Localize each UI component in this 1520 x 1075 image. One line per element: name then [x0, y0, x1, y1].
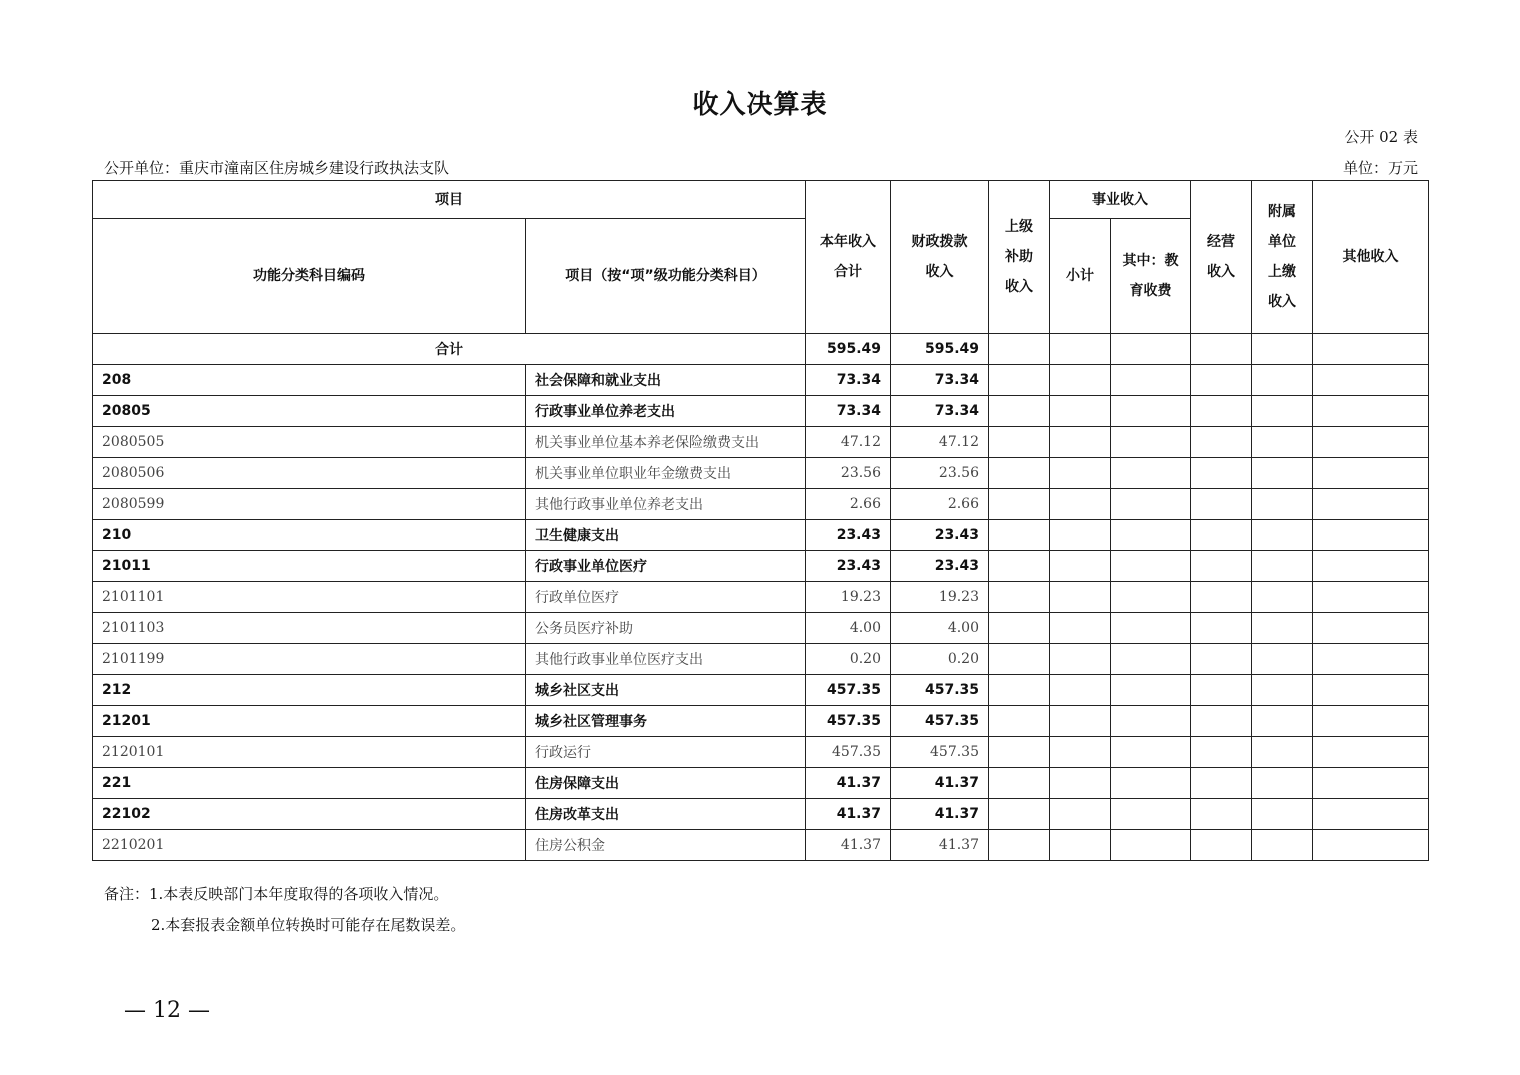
table-row [93, 582, 1429, 613]
code-cell: 22102 [93, 799, 526, 830]
table-row [93, 489, 1429, 520]
code-cell: 221 [93, 768, 526, 799]
empty-cell [1111, 675, 1191, 706]
code-cell: 20805 [93, 396, 526, 427]
total-cell: 23.56 [806, 458, 891, 489]
empty-cell [989, 706, 1050, 737]
empty-cell [1191, 799, 1252, 830]
fiscal-cell: 73.34 [891, 365, 989, 396]
empty-cell [1111, 582, 1191, 613]
table-row [93, 768, 1429, 799]
fiscal-cell: 41.37 [891, 768, 989, 799]
page-title: 收入决算表 [692, 90, 828, 120]
empty-cell [1313, 489, 1429, 520]
code-cell: 212 [93, 675, 526, 706]
empty-cell [1191, 737, 1252, 768]
empty-cell [1111, 489, 1191, 520]
header-operating [1191, 181, 1252, 334]
name-cell: 住房保障支出 [526, 768, 806, 799]
code-cell: 2101199 [93, 644, 526, 675]
code-cell: 21201 [93, 706, 526, 737]
header-education [1111, 219, 1191, 334]
header-fiscal-label: 财政拨款收入 [911, 234, 968, 280]
code-cell: 210 [93, 520, 526, 551]
empty-cell [1191, 396, 1252, 427]
name-cell: 行政单位医疗 [526, 582, 806, 613]
table-row [93, 520, 1429, 551]
empty-cell [1050, 799, 1111, 830]
empty-cell [1191, 551, 1252, 582]
empty-cell [1313, 706, 1429, 737]
name-cell: 行政运行 [526, 737, 806, 768]
empty-cell [1252, 427, 1313, 458]
empty-cell [1050, 365, 1111, 396]
empty-cell [1252, 489, 1313, 520]
empty-cell [1252, 396, 1313, 427]
header-total [806, 181, 891, 334]
table-row [93, 396, 1429, 427]
empty-cell [1191, 830, 1252, 861]
name-cell: 公务员医疗补助 [526, 613, 806, 644]
empty-cell [1252, 737, 1313, 768]
table-row [93, 644, 1429, 675]
total-cell: 4.00 [806, 613, 891, 644]
empty-cell [1050, 582, 1111, 613]
header-name: 项目（按“项”级功能分类科目） [526, 219, 806, 334]
notes [104, 879, 465, 941]
empty-cell [989, 458, 1050, 489]
empty-cell [1252, 520, 1313, 551]
table-row [93, 365, 1429, 396]
empty-cell [1111, 458, 1191, 489]
table-header [93, 181, 1429, 334]
name-cell: 行政事业单位养老支出 [526, 396, 806, 427]
name-cell: 城乡社区管理事务 [526, 706, 806, 737]
header-other: 其他收入 [1313, 181, 1429, 334]
empty-cell [1111, 799, 1191, 830]
empty-cell [1111, 737, 1191, 768]
empty-cell [1111, 768, 1191, 799]
name-cell: 卫生健康支出 [526, 520, 806, 551]
empty-cell [1252, 365, 1313, 396]
fiscal-cell: 23.56 [891, 458, 989, 489]
empty-cell [1313, 427, 1429, 458]
empty-cell [989, 768, 1050, 799]
table-row [93, 830, 1429, 861]
empty-cell [1191, 427, 1252, 458]
empty-cell [1313, 830, 1429, 861]
total-cell: 457.35 [806, 737, 891, 768]
empty-cell [1191, 458, 1252, 489]
empty-cell [1313, 644, 1429, 675]
empty-cell [1050, 489, 1111, 520]
name-cell: 其他行政事业单位养老支出 [526, 489, 806, 520]
empty-cell [1313, 365, 1429, 396]
page-number: — 12 — [124, 998, 210, 1023]
empty-cell [989, 613, 1050, 644]
header-affiliated-label: 附属单位上缴收入 [1268, 204, 1296, 310]
name-cell: 其他行政事业单位医疗支出 [526, 644, 806, 675]
empty-cell [1313, 675, 1429, 706]
empty-cell [989, 675, 1050, 706]
empty-cell [1050, 334, 1111, 365]
code-cell: 2101103 [93, 613, 526, 644]
total-cell: 457.35 [806, 675, 891, 706]
fiscal-cell: 41.37 [891, 799, 989, 830]
empty-cell [1050, 706, 1111, 737]
empty-cell [1050, 551, 1111, 582]
empty-cell [1191, 520, 1252, 551]
empty-cell [1313, 799, 1429, 830]
empty-cell [1111, 365, 1191, 396]
header-business: 事业收入 [1050, 181, 1191, 219]
fiscal-cell: 23.43 [891, 520, 989, 551]
empty-cell [989, 396, 1050, 427]
table-row [93, 551, 1429, 582]
empty-cell [1252, 334, 1313, 365]
empty-cell [1050, 396, 1111, 427]
empty-cell [989, 489, 1050, 520]
name-cell: 社会保障和就业支出 [526, 365, 806, 396]
total-cell: 23.43 [806, 520, 891, 551]
fiscal-cell: 47.12 [891, 427, 989, 458]
total-cell: 19.23 [806, 582, 891, 613]
header-subtotal: 小计 [1050, 219, 1111, 334]
empty-cell [989, 737, 1050, 768]
empty-cell [989, 830, 1050, 861]
currency-unit: 单位：万元 [1342, 159, 1418, 177]
empty-cell [1252, 613, 1313, 644]
empty-cell [1050, 830, 1111, 861]
header-total-label: 本年收入合计 [820, 234, 876, 280]
empty-cell [1050, 458, 1111, 489]
empty-cell [989, 644, 1050, 675]
empty-cell [1313, 768, 1429, 799]
empty-cell [1191, 582, 1252, 613]
header-fiscal [891, 181, 989, 334]
code-cell: 2101101 [93, 582, 526, 613]
name-cell: 行政事业单位医疗 [526, 551, 806, 582]
reporting-unit: 公开单位：重庆市潼南区住房城乡建设行政执法支队 [104, 159, 450, 177]
empty-cell [989, 520, 1050, 551]
empty-cell [1111, 644, 1191, 675]
fiscal-cell: 4.00 [891, 613, 989, 644]
code-cell: 208 [93, 365, 526, 396]
fiscal-cell: 0.20 [891, 644, 989, 675]
code-cell: 2210201 [93, 830, 526, 861]
header-operating-label: 经营收入 [1207, 234, 1235, 280]
empty-cell [1111, 830, 1191, 861]
empty-cell [1050, 520, 1111, 551]
fiscal-cell: 2.66 [891, 489, 989, 520]
empty-cell [1191, 706, 1252, 737]
empty-cell [1050, 675, 1111, 706]
form-number: 公开 02 表 [1344, 128, 1418, 146]
empty-cell [1111, 396, 1191, 427]
table-row [93, 737, 1429, 768]
total-cell: 2.66 [806, 489, 891, 520]
total-cell: 0.20 [806, 644, 891, 675]
empty-cell [1050, 613, 1111, 644]
empty-cell [1050, 737, 1111, 768]
fiscal-cell: 23.43 [891, 551, 989, 582]
empty-cell [1252, 458, 1313, 489]
fiscal-cell: 457.35 [891, 737, 989, 768]
name-cell: 住房改革支出 [526, 799, 806, 830]
empty-cell [1111, 551, 1191, 582]
header-item: 项目 [93, 181, 806, 219]
code-cell: 2120101 [93, 737, 526, 768]
code-cell: 21011 [93, 551, 526, 582]
empty-cell [1252, 644, 1313, 675]
empty-cell [1111, 334, 1191, 365]
name-cell: 机关事业单位基本养老保险缴费支出 [526, 427, 806, 458]
empty-cell [1191, 768, 1252, 799]
empty-cell [1191, 489, 1252, 520]
table-row [93, 706, 1429, 737]
fiscal-cell: 457.35 [891, 706, 989, 737]
code-cell: 2080505 [93, 427, 526, 458]
empty-cell [1252, 768, 1313, 799]
empty-cell [989, 334, 1050, 365]
table-body [93, 334, 1429, 861]
empty-cell [1252, 582, 1313, 613]
empty-cell [1191, 334, 1252, 365]
empty-cell [1313, 458, 1429, 489]
empty-cell [1050, 768, 1111, 799]
empty-cell [1191, 644, 1252, 675]
total-cell: 41.37 [806, 799, 891, 830]
total-cell: 73.34 [806, 396, 891, 427]
table-row [93, 675, 1429, 706]
empty-cell [989, 365, 1050, 396]
code-cell: 2080599 [93, 489, 526, 520]
total-cell: 73.34 [806, 365, 891, 396]
total-row [93, 334, 1429, 365]
empty-cell [1050, 644, 1111, 675]
total-cell: 23.43 [806, 551, 891, 582]
fiscal-cell: 19.23 [891, 582, 989, 613]
total-cell: 41.37 [806, 768, 891, 799]
empty-cell [989, 427, 1050, 458]
empty-cell [1313, 551, 1429, 582]
empty-cell [989, 551, 1050, 582]
total-label: 合计 [93, 334, 806, 365]
total-cell: 41.37 [806, 830, 891, 861]
empty-cell [1050, 427, 1111, 458]
empty-cell [1111, 427, 1191, 458]
total-amount: 595.49 [806, 334, 891, 365]
table-row [93, 799, 1429, 830]
empty-cell [1252, 551, 1313, 582]
empty-cell [1313, 613, 1429, 644]
name-cell: 城乡社区支出 [526, 675, 806, 706]
empty-cell [1252, 830, 1313, 861]
income-table [92, 180, 1429, 861]
table-row [93, 458, 1429, 489]
empty-cell [1111, 613, 1191, 644]
empty-cell [1252, 675, 1313, 706]
header-upper [989, 181, 1050, 334]
table-row [93, 613, 1429, 644]
name-cell: 住房公积金 [526, 830, 806, 861]
empty-cell [989, 582, 1050, 613]
total-cell: 47.12 [806, 427, 891, 458]
header-upper-label: 上级补助收入 [1005, 219, 1033, 295]
name-cell: 机关事业单位职业年金缴费支出 [526, 458, 806, 489]
fiscal-cell: 73.34 [891, 396, 989, 427]
fiscal-cell: 41.37 [891, 830, 989, 861]
empty-cell [1313, 520, 1429, 551]
empty-cell [1252, 706, 1313, 737]
total-fiscal: 595.49 [891, 334, 989, 365]
empty-cell [989, 799, 1050, 830]
empty-cell [1252, 799, 1313, 830]
empty-cell [1313, 334, 1429, 365]
total-cell: 457.35 [806, 706, 891, 737]
header-code: 功能分类科目编码 [93, 219, 526, 334]
empty-cell [1313, 737, 1429, 768]
empty-cell [1111, 706, 1191, 737]
empty-cell [1191, 613, 1252, 644]
fiscal-cell: 457.35 [891, 675, 989, 706]
empty-cell [1191, 365, 1252, 396]
header-education-label: 其中：教育收费 [1122, 253, 1179, 299]
empty-cell [1191, 675, 1252, 706]
empty-cell [1313, 396, 1429, 427]
empty-cell [1313, 582, 1429, 613]
note-line-2: 2.本套报表金额单位转换时可能存在尾数误差。 [151, 916, 466, 934]
empty-cell [1111, 520, 1191, 551]
header-affiliated [1252, 181, 1313, 334]
table-row [93, 427, 1429, 458]
note-line-1: 备注：1.本表反映部门本年度取得的各项收入情况。 [104, 885, 449, 903]
code-cell: 2080506 [93, 458, 526, 489]
